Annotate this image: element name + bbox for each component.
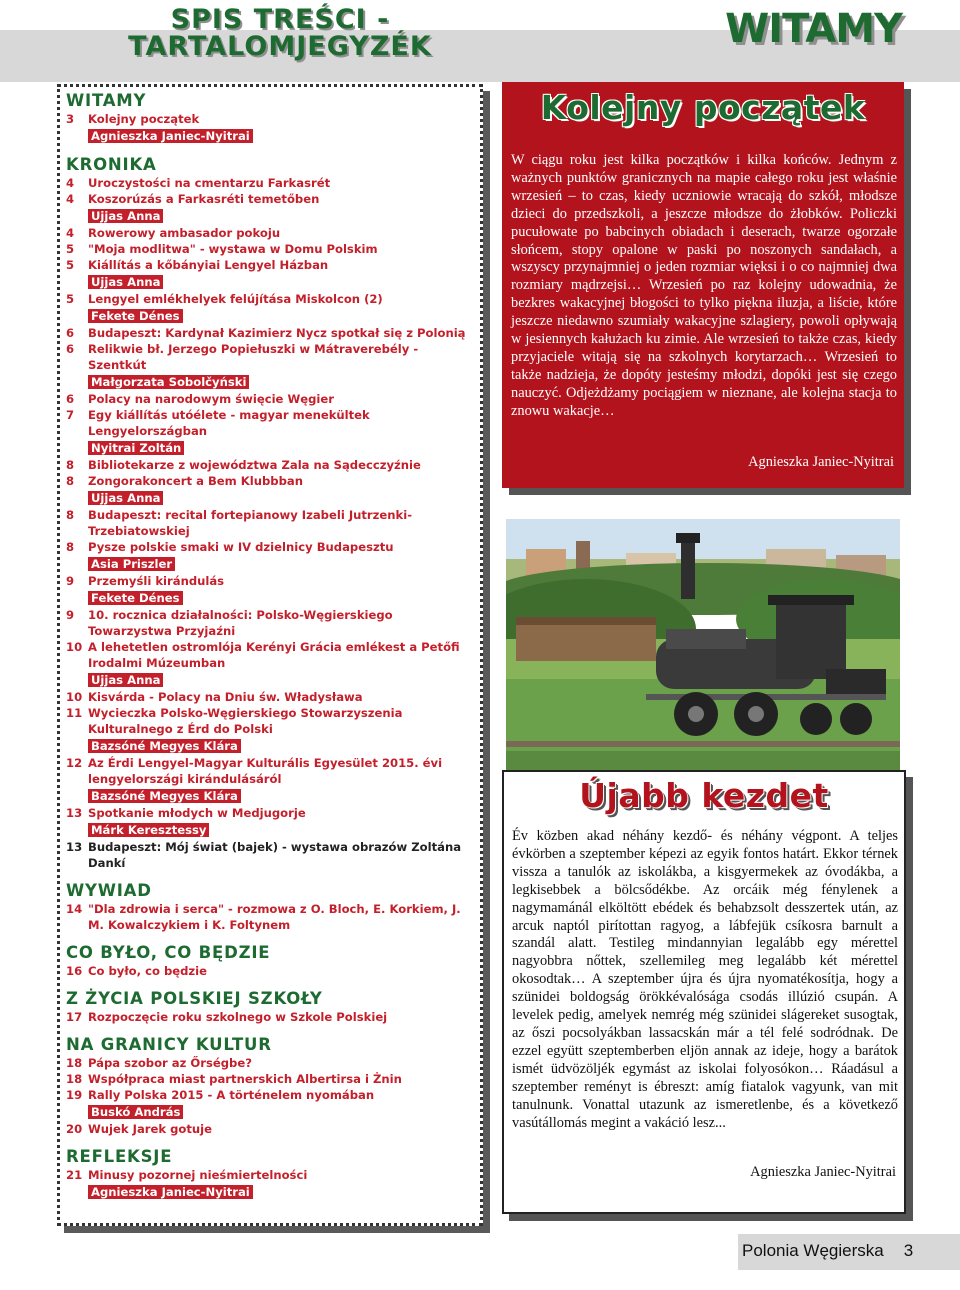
toc-entry-page: 5 bbox=[66, 242, 75, 256]
article-polish-title: Kolejny początek bbox=[540, 88, 866, 127]
toc-entry-title: Kiállítás a kőbányiai Lengyel Házban bbox=[88, 258, 329, 272]
toc-entry-author bbox=[88, 373, 476, 391]
toc-entry-page: 13 bbox=[66, 806, 83, 820]
toc-entry-title: Az Érdi Lengyel-Magyar Kulturális Egyesület 2015. évi lengyelországi kirándulásáról bbox=[88, 756, 443, 786]
toc-entry-page: 6 bbox=[66, 342, 75, 356]
toc-entry-page: 10 bbox=[66, 640, 83, 654]
toc-entry-title: Spotkanie młodych w Medjugorje bbox=[88, 806, 306, 820]
toc-entry-author bbox=[88, 589, 476, 607]
author-tag: Agnieszka Janiec-Nyitrai bbox=[88, 1185, 253, 1199]
toc-entry-page: 12 bbox=[66, 756, 83, 770]
toc-entry[interactable] bbox=[66, 705, 476, 737]
toc-entry-title: Rally Polska 2015 - A történelem nyomában bbox=[88, 1088, 375, 1102]
toc-entry-title: Egy kiállítás utóélete - magyar menekültek Lengyelországban bbox=[88, 408, 370, 438]
toc-entry[interactable] bbox=[66, 325, 476, 341]
toc-entry-page: 5 bbox=[66, 292, 75, 306]
toc-title: SPIS TREŚCI - TARTALOMJEGYZÉK bbox=[128, 4, 432, 62]
toc-entry-page: 11 bbox=[66, 706, 83, 720]
toc-entry-author bbox=[88, 127, 476, 145]
toc-entry[interactable] bbox=[66, 1009, 476, 1025]
author-tag: Ujjas Anna bbox=[88, 275, 163, 289]
toc-section-heading: WITAMY bbox=[66, 91, 147, 110]
toc-entry[interactable] bbox=[66, 607, 476, 639]
toc-entry-title: Współpraca miast partnerskich Albertirsa i Żnin bbox=[88, 1072, 402, 1086]
toc-entry-author bbox=[88, 787, 476, 805]
toc-entry-title: "Moja modlitwa" - wystawa w Domu Polskim bbox=[88, 242, 378, 256]
author-tag: Fekete Dénes bbox=[88, 591, 183, 605]
toc-entry-page: 4 bbox=[66, 192, 75, 206]
toc-entry[interactable] bbox=[66, 1071, 476, 1087]
toc-entry-title: 10. rocznica działalności: Polsko-Węgierskiego Towarzystwa Przyjaźni bbox=[88, 608, 393, 638]
author-tag: Ujjas Anna bbox=[88, 491, 163, 505]
toc-entry[interactable] bbox=[66, 341, 476, 373]
toc-entry-page: 10 bbox=[66, 690, 83, 704]
toc-entry-page: 9 bbox=[66, 608, 75, 622]
toc-entry-page: 9 bbox=[66, 574, 75, 588]
toc-entry-author bbox=[88, 821, 476, 839]
toc-entry[interactable] bbox=[66, 457, 476, 473]
table-of-contents bbox=[57, 84, 483, 1226]
toc-entry-page: 21 bbox=[66, 1168, 83, 1182]
author-tag: Agnieszka Janiec-Nyitrai bbox=[88, 129, 253, 143]
toc-entry-author bbox=[88, 555, 476, 573]
toc-entry[interactable] bbox=[66, 175, 476, 191]
author-tag: Buskó András bbox=[88, 1105, 183, 1119]
toc-section-heading: Z ŻYCIA POLSKIEJ SZKOŁY bbox=[66, 989, 323, 1008]
toc-entry[interactable] bbox=[66, 839, 476, 871]
toc-entry-title: Pápa szobor az Őrségbe? bbox=[88, 1056, 252, 1070]
toc-entry-title: Budapeszt: recital fortepianowy Izabeli Jutrzenki-Trzebiatowskiej bbox=[88, 508, 413, 538]
toc-entry-page: 18 bbox=[66, 1056, 83, 1070]
toc-entry[interactable] bbox=[66, 539, 476, 555]
author-tag: Asia Priszler bbox=[88, 557, 175, 571]
toc-entry-author bbox=[88, 671, 476, 689]
toc-entry[interactable] bbox=[66, 191, 476, 207]
author-tag: Fekete Dénes bbox=[88, 309, 183, 323]
toc-entry[interactable] bbox=[66, 111, 476, 127]
toc-entry-author bbox=[88, 489, 476, 507]
toc-entry-page: 14 bbox=[66, 902, 83, 916]
page-number: 3 bbox=[903, 1241, 914, 1260]
toc-entry[interactable] bbox=[66, 901, 476, 933]
toc-entry-author bbox=[88, 207, 476, 225]
author-tag: Ujjas Anna bbox=[88, 673, 163, 687]
article-polish-body: W ciągu roku jest kilka początków i kilka końców. Jednym z ważnych punktów granicznych na mapie całego roku jest właśnie wrzesień – to czas, kiedy uczniowie wracają do szkół, młodsze dzieci do przedszkoli, a jeszcze młodsze do żłobków. Policzki pucułowate po babcinych obiadach i deserach, twarze ogorzałe słońcem, stopy opalone w paski po noszonych sandałach, a wszyscy przynajmniej o jeden rozmiar więksi i o co najmniej dwa rozmiary mądrzejsi… Wrzesień po raz kolejny udowadnia, że bezkres wakacyjnej błogości to tylko piękna iluzja, a liście, które jeszcze niedawno szumiały wakacyjne szlagiery, powoli opływają w jesiennych kałużach ku zimie. Ale wrzesień to także czas, kiedy przyjaciele witają się na szkolnych korytarzach… Wrzesień to także nadzieja, że dopóty jesteśmy młodzi, dopóki jest się czego nauczyć. Odjeżdżamy pociągiem w nieznane, ale kolejna stacja to znowu wakacje… bbox=[511, 152, 897, 419]
toc-entry[interactable] bbox=[66, 1055, 476, 1071]
toc-entry[interactable] bbox=[66, 225, 476, 241]
toc-entry-title: Rowerowy ambasador pokoju bbox=[88, 226, 281, 240]
toc-entry[interactable] bbox=[66, 391, 476, 407]
toc-entry-author bbox=[88, 737, 476, 755]
toc-entry-author bbox=[88, 439, 476, 457]
toc-entry-page: 7 bbox=[66, 408, 75, 422]
toc-entry[interactable] bbox=[66, 241, 476, 257]
toc-entry-page: 16 bbox=[66, 964, 83, 978]
toc-entry-title: Budapeszt: Mój świat (bajek) - wystawa obrazów Zoltána Dankí bbox=[88, 840, 462, 870]
toc-entry-title: Co było, co będzie bbox=[88, 964, 207, 978]
toc-entry-page: 8 bbox=[66, 458, 75, 472]
toc-entry-page: 3 bbox=[66, 112, 75, 126]
section-header-witamy: WITAMY bbox=[725, 6, 902, 52]
toc-section-heading: CO BYŁO, CO BĘDZIE bbox=[66, 943, 271, 962]
toc-entry[interactable] bbox=[66, 963, 476, 979]
toc-entry-page: 13 bbox=[66, 840, 83, 854]
toc-entry-title: Relikwie bł. Jerzego Popiełuszki w Mátraverebély - Szentkút bbox=[88, 342, 419, 372]
toc-entry[interactable] bbox=[66, 291, 476, 307]
toc-entry[interactable] bbox=[66, 1167, 476, 1183]
toc-section-heading: WYWIAD bbox=[66, 881, 152, 900]
author-tag: Bazsóné Megyes Klára bbox=[88, 739, 241, 753]
author-tag: Márk Keresztessy bbox=[88, 823, 209, 837]
article-hungarian-title: Újabb kezdet bbox=[579, 776, 829, 815]
toc-entry-title: Minusy pozornej nieśmiertelności bbox=[88, 1168, 308, 1182]
toc-entry-page: 8 bbox=[66, 474, 75, 488]
toc-entry[interactable] bbox=[66, 473, 476, 489]
toc-entry-title: Wycieczka Polsko-Węgierskiego Stowarzyszenia Kulturalnego z Érd do Polski bbox=[88, 706, 403, 736]
toc-section-heading: REFLEKSJE bbox=[66, 1147, 173, 1166]
toc-entry-title: Kolejny początek bbox=[88, 112, 200, 126]
article-hungarian bbox=[502, 770, 906, 1214]
article-hungarian-author: Agnieszka Janiec-Nyitrai bbox=[750, 1164, 896, 1180]
toc-entry[interactable] bbox=[66, 755, 476, 787]
author-tag: Nyitrai Zoltán bbox=[88, 441, 184, 455]
toc-entry-title: Zongorakoncert a Bem Klubbban bbox=[88, 474, 303, 488]
toc-section-heading: NA GRANICY KULTUR bbox=[66, 1035, 272, 1054]
toc-entry-author bbox=[88, 273, 476, 291]
toc-entry-page: 8 bbox=[66, 508, 75, 522]
toc-entry[interactable] bbox=[66, 639, 476, 671]
toc-entry-title: Bibliotekarze z województwa Zala na Sądecczyźnie bbox=[88, 458, 421, 472]
toc-entry-page: 20 bbox=[66, 1122, 83, 1136]
toc-entry-title: Pysze polskie smaki w IV dzielnicy Budapesztu bbox=[88, 540, 394, 554]
toc-entry[interactable] bbox=[66, 1121, 476, 1137]
toc-entry-title: Rozpoczęcie roku szkolnego w Szkole Polskiej bbox=[88, 1010, 388, 1024]
toc-entry-title: Polacy na narodowym święcie Węgier bbox=[88, 392, 334, 406]
toc-entry-page: 5 bbox=[66, 258, 75, 272]
article-polish bbox=[502, 82, 904, 488]
toc-entry-page: 4 bbox=[66, 176, 75, 190]
toc-entry[interactable] bbox=[66, 507, 476, 539]
author-tag: Ujjas Anna bbox=[88, 209, 163, 223]
toc-entry[interactable] bbox=[66, 407, 476, 439]
toc-entry-page: 18 bbox=[66, 1072, 83, 1086]
toc-entry-title: "Dla zdrowia i serca" - rozmowa z O. Bloch, E. Korkiem, J. M. Kowalczykiem i K. Foltynem bbox=[88, 902, 461, 932]
toc-entry-page: 19 bbox=[66, 1088, 83, 1102]
steam-locomotive-photo bbox=[506, 519, 900, 773]
toc-entry-title: Wujek Jarek gotuje bbox=[88, 1122, 212, 1136]
toc-entry-title: Lengyel emlékhelyek felújítása Miskolcon (2) bbox=[88, 292, 383, 306]
toc-entry-title: Budapeszt: Kardynał Kazimierz Nycz spotkał się z Polonią bbox=[88, 326, 466, 340]
toc-entry-title: Koszorúzás a Farkasréti temetőben bbox=[88, 192, 320, 206]
page-footer bbox=[742, 1241, 913, 1261]
toc-entry[interactable] bbox=[66, 257, 476, 273]
toc-entry[interactable] bbox=[66, 1087, 476, 1103]
author-tag: Małgorzata Sobolčyński bbox=[88, 375, 249, 389]
toc-entry[interactable] bbox=[66, 805, 476, 821]
toc-entry-title: Kisvárda - Polacy na Dniu św. Władysława bbox=[88, 690, 363, 704]
toc-entry-title: Przemyśli kirándulás bbox=[88, 574, 225, 588]
toc-entry-page: 4 bbox=[66, 226, 75, 240]
toc-entry-title: A lehetetlen ostromlója Kerényi Grácia emlékest a Petőfi Irodalmi Múzeumban bbox=[88, 640, 460, 670]
article-polish-author: Agnieszka Janiec-Nyitrai bbox=[748, 454, 894, 470]
toc-entry-author bbox=[88, 307, 476, 325]
toc-entry-author bbox=[88, 1183, 476, 1201]
toc-entry-page: 17 bbox=[66, 1010, 83, 1024]
toc-list bbox=[66, 91, 476, 1201]
magazine-name: Polonia Węgierska bbox=[742, 1241, 884, 1260]
toc-entry-page: 6 bbox=[66, 392, 75, 406]
toc-entry-title: Uroczystości na cmentarzu Farkasrét bbox=[88, 176, 331, 190]
toc-entry[interactable] bbox=[66, 689, 476, 705]
toc-entry[interactable] bbox=[66, 573, 476, 589]
toc-entry-author bbox=[88, 1103, 476, 1121]
toc-section-heading: KRONIKA bbox=[66, 155, 157, 174]
author-tag: Bazsóné Megyes Klára bbox=[88, 789, 241, 803]
toc-entry-page: 8 bbox=[66, 540, 75, 554]
article-hungarian-body: Év közben akad néhány kezdő- és néhány végpont. A teljes évkörben a szeptember képezi az egyik fontos határt. Ekkor térnek vissza a tanulók az iskolákba, a kisgyermekek az óvodákba, a legkisebbek a bölcsődékbe. Az orcáik még fénylenek a nagymamánál elköltött ebédek és behabzsolt desszertek után, az arcuk naptól pirítottan ragyog, a lábfejük csíkosra barnult a szandál alatt. Testileg mindannyian legalább egy mérettel nagyobbra nőttek, szellemileg meg legalább két mérettel okosodtak… A szeptember újra és újra nyomatékosítja, hogy a szünidei boldogság örökkévalósága csodás illúzió csupán. A levelek pedig, amelyek nemrég még szünidei slágereket susogtak, az őszi pocsolyákban lassacskán már a tél felé sodródnak. De ezzel együtt szeptemberben eljön annak az ideje, hogy a barátok ismét üdvözöljék egymást az iskolai folyosókon… Ráadásul a szeptember reményt is ébreszt: amíg fiatalok vagyunk, van mit tanulnunk. Vonattal utazunk az ismeretlenbe, és a következő vasútállomás megint a vakáció lesz... bbox=[512, 828, 898, 1131]
toc-entry-page: 6 bbox=[66, 326, 75, 340]
